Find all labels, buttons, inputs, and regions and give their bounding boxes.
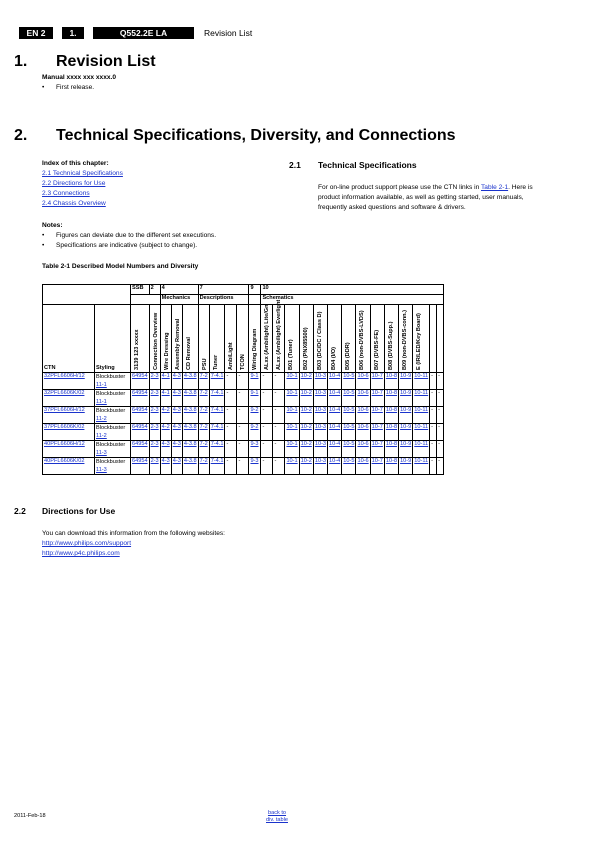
table-cell: - [237,424,249,441]
col-header-label-2: Wire Dressing [163,332,170,370]
subgroup-blank-2 [249,295,261,305]
table-cell[interactable]: 10-1 [285,373,299,390]
table-cell[interactable]: 2-3 [149,458,160,475]
table-cell: - [430,424,437,441]
col-header-15 [328,305,342,373]
table-cell[interactable]: 10-11 [413,441,430,458]
header-tab-model: Q552.2E LA [93,27,194,39]
col-header-wrap-6 [210,306,219,372]
styling-cell [95,441,131,458]
table-cell[interactable]: 7-4.1 [209,373,225,390]
table-cell[interactable]: 4-3 [171,390,182,407]
table-column-header-row [43,305,444,373]
table-caption: Table 2-1 Described Model Numbers and Diversity [42,263,199,270]
ctn-link[interactable]: 37PFL6606K/02 [43,424,95,441]
table-cell[interactable]: 64954 [131,458,150,475]
table-cell[interactable]: 4-3.8 [182,407,198,424]
section-2-2-text: You can download this information from the following websites: [42,530,226,537]
col-header-16 [342,305,356,373]
table-cell: - [237,407,249,424]
table-cell: - [237,373,249,390]
table-cell[interactable]: 7-2 [198,407,209,424]
table-cell: - [237,441,249,458]
table-cell[interactable]: 7-2 [198,373,209,390]
table-cell: - [261,390,273,407]
table-row [43,458,444,475]
table-cell[interactable]: 10-7 [370,441,384,458]
diversity-table [42,284,444,475]
section-2-1-text-pre: For on-line product support please use the CTN links in [318,184,481,191]
index-title: Index of this chapter: [42,160,109,167]
footer-date: 2011-Feb-18 [14,813,46,819]
table-cell[interactable]: 7-2 [198,390,209,407]
col-header-1 [149,305,160,373]
back-to-div-table-link[interactable] [262,810,292,824]
table-cell[interactable]: 10-2 [299,407,313,424]
col-header-3 [171,305,182,373]
table-row [43,424,444,441]
table-cell: - [225,373,237,390]
back-link-line-2: div. table [266,817,288,823]
section-2-1-title: Technical Specifications [318,160,417,170]
col-header-label-10: ALxx (Ambilight) Lite/Gn [264,304,271,370]
styling-version-link[interactable]: 11-1 [96,399,107,405]
table-cell[interactable]: 10-6 [356,407,370,424]
table-cell[interactable]: 10-6 [356,424,370,441]
table-cell[interactable]: 10-8 [384,441,398,458]
table-cell: - [273,424,285,441]
table-cell[interactable]: 9-2 [249,407,261,424]
table-cell: - [430,407,437,424]
col-header-wrap-13 [300,306,311,372]
back-link-line-1: back to [267,810,287,816]
table-cell[interactable]: 10-2 [299,458,313,475]
col-header-wrap-21 [413,306,424,372]
table-cell[interactable]: 64954 [131,424,150,441]
col-header-18 [370,305,384,373]
styling-version-link[interactable]: 11-2 [96,433,107,439]
col-styling: Styling [95,305,131,373]
table-cell: - [430,373,437,390]
col-header-label-20: B09 (non-DVBS-conn.) [402,310,409,370]
table-cell[interactable]: 10-11 [413,424,430,441]
table-cell[interactable]: 10-6 [356,441,370,458]
index-link-2-3[interactable]: 2.3 Connections [42,190,90,197]
section-2-2-number: 2.2 [14,506,26,516]
col-header-wrap-8 [237,306,248,372]
table-cell[interactable]: 9-3 [249,458,261,475]
table-cell: - [261,424,273,441]
table-cell[interactable]: 10-7 [370,458,384,475]
table-cell[interactable]: 64954 [131,441,150,458]
col-header-19 [384,305,398,373]
table-cell[interactable]: 4-3 [160,441,171,458]
table-cell[interactable]: 2-3 [149,373,160,390]
table-cell[interactable]: 7-4.1 [209,407,225,424]
table-cell: - [225,407,237,424]
col-header-wrap-18 [371,306,382,372]
col-header-12 [285,305,299,373]
table-cell[interactable]: 10-1 [285,390,299,407]
table-cell[interactable]: 4-1 [160,390,171,407]
table-body [43,373,444,475]
styling-name: Blockbuster [96,442,126,448]
table-cell[interactable]: 10-7 [370,373,384,390]
subgroup-schematics: Schematics [261,295,444,305]
col-header-wrap-17 [356,306,367,372]
table-cell[interactable]: 4-3.8 [182,390,198,407]
table-cell[interactable]: 10-3 [313,441,327,458]
col-header-label-9: Wiring Diagram [252,328,259,370]
col-header-wrap-5 [199,306,208,372]
index-link-2-1[interactable]: 2.1 Technical Specifications [42,170,123,177]
table-cell[interactable]: 4-3.8 [182,458,198,475]
table-cell[interactable]: 10-8 [384,407,398,424]
styling-name: Blockbuster [96,408,126,414]
table-cell: - [261,373,273,390]
table-cell: - [437,373,444,390]
table-cell[interactable]: 10-4 [328,390,342,407]
col-header-label-8: TCON [240,354,247,370]
table-cell[interactable]: 10-7 [370,424,384,441]
manual-number: Manual xxxx xxx xxxx.0 [42,74,117,81]
col-header-label-14: B03 (DC/DC / Class D) [316,311,323,370]
table-cell[interactable]: 10-1 [285,458,299,475]
col-header-7 [225,305,237,373]
group-9: 9 [249,285,261,295]
table-cell[interactable]: 10-8 [384,373,398,390]
table-cell[interactable]: 7-4.1 [209,424,225,441]
revision-bullet: • First release. [56,84,94,91]
table-cell[interactable]: 10-5 [342,390,356,407]
table-row [43,441,444,458]
table-cell: - [225,458,237,475]
note-1: • Figures can deviate due to the different set executions. [56,232,216,239]
col-header-wrap-22 [430,306,436,372]
ctn-link[interactable]: 40PFL6606H/12 [43,441,95,458]
table-cell[interactable]: 10-2 [299,390,313,407]
table-cell[interactable]: 7-2 [198,424,209,441]
table-cell[interactable]: 10-6 [356,390,370,407]
table-cell[interactable]: 4-2 [160,407,171,424]
styling-name: Blockbuster [96,459,126,465]
col-header-wrap-14 [314,306,325,372]
col-header-17 [356,305,370,373]
table-cell[interactable]: 4-3.8 [182,424,198,441]
col-header-label-19: B08 (DVBS-Supp.) [387,321,394,370]
col-header-wrap-0 [131,306,147,372]
table-cell[interactable]: 4-3 [171,424,182,441]
section1-heading [14,53,574,73]
col-header-label-3: Assembly Removal [174,318,181,370]
table-cell[interactable]: 10-6 [356,458,370,475]
table-cell[interactable]: 10-11 [413,390,430,407]
table-cell[interactable]: 10-1 [285,441,299,458]
table-cell[interactable]: 10-3 [313,373,327,390]
table-cell[interactable]: 10-9 [399,441,413,458]
section2-heading [14,127,584,147]
col-header-wrap-11 [273,299,284,372]
table-cell: - [273,390,285,407]
table-cell: - [237,390,249,407]
group-2: 2 [149,285,160,295]
table-cell[interactable]: 10-8 [384,390,398,407]
table-cell[interactable]: 10-5 [342,407,356,424]
col-header-wrap-1 [150,306,159,372]
col-header-label-5: PSU [201,358,208,370]
col-header-label-4: CD Removal [185,337,192,370]
table-cell[interactable]: 10-5 [342,424,356,441]
index-link-2-2[interactable]: 2.2 Directions for Use [42,180,106,187]
col-header-wrap-2 [161,306,170,372]
table-cell[interactable]: 10-9 [399,407,413,424]
col-header-wrap-15 [328,306,339,372]
header-tab-chapter: 1. [62,27,84,39]
header-title: Revision List [204,28,253,38]
col-header-label-15: B04 (I/O) [331,346,338,370]
col-header-wrap-3 [172,306,181,372]
col-header-11 [273,299,285,373]
index-link-2-4[interactable]: 2.4 Chassis Overview [42,200,106,207]
table-cell[interactable]: 10-5 [342,373,356,390]
col-header-6 [209,305,225,373]
styling-cell [95,458,131,475]
table-cell[interactable]: 10-11 [413,373,430,390]
table-cell[interactable]: 2-3 [149,390,160,407]
table-cell[interactable]: 4-3 [160,458,171,475]
ctn-link[interactable]: 40PFL6606K/02 [43,458,95,475]
styling-cell [95,407,131,424]
styling-name: Blockbuster [96,374,126,380]
section-2-1-text [318,183,550,213]
table-cell[interactable]: 9-3 [249,441,261,458]
col-header-label-7: AmbiLight [228,342,235,370]
table-cell: - [225,390,237,407]
table-cell[interactable]: 7-4.1 [209,390,225,407]
col-header-wrap-19 [385,306,396,372]
table-cell[interactable]: 9-1 [249,390,261,407]
col-header-label-16: B05 (DDR) [345,342,352,370]
table-cell[interactable]: 7-2 [198,441,209,458]
table-cell: - [430,390,437,407]
col-header-wrap-16 [342,306,353,372]
styling-name: Blockbuster [96,391,126,397]
table-cell[interactable]: 10-8 [384,424,398,441]
col-header-label-11: ALxx (Ambilight) Everlight [276,299,283,370]
table-cell[interactable]: 4-3 [171,407,182,424]
table-group-row [43,285,444,295]
styling-version-link[interactable]: 11-3 [96,450,107,456]
table-cell[interactable]: 2-3 [149,407,160,424]
table-cell[interactable]: 10-9 [399,458,413,475]
col-header-label-17: B06 (non-DVBS-LVDS) [359,310,366,370]
table-cell[interactable]: 2-3 [149,441,160,458]
table-cell[interactable]: 10-4 [328,458,342,475]
col-header-label-21: E (IR/LED/Key Board) [416,313,423,370]
table-cell: - [225,441,237,458]
col-header-22 [430,305,437,373]
table-cell[interactable]: 9-2 [249,424,261,441]
table-cell[interactable]: 10-4 [328,373,342,390]
ctn-link[interactable]: 37PFL6606H/12 [43,407,95,424]
table-cell[interactable]: 10-2 [299,424,313,441]
table-cell[interactable]: 7-2 [198,458,209,475]
col-header-label-13: B02 (PNX85500) [302,327,309,370]
styling-version-link[interactable]: 11-2 [96,416,107,422]
group-7: 7 [198,285,249,295]
note-2: • Specifications are indicative (subject to change). [56,242,197,249]
table-cell[interactable]: 10-7 [370,390,384,407]
col-header-wrap-20 [399,306,410,372]
table-cell[interactable]: 10-9 [399,424,413,441]
table-cell[interactable]: 10-4 [328,441,342,458]
table-cell[interactable]: 64954 [131,373,150,390]
table-cell: - [261,458,273,475]
group-ssb: SSB [131,285,150,295]
ctn-link[interactable]: 32PFL6606H/12 [43,373,95,390]
col-header-0 [131,305,150,373]
group-10: 10 [261,285,444,295]
table-cell[interactable]: 10-5 [342,441,356,458]
table-cell: - [430,458,437,475]
table-cell: - [437,407,444,424]
table-cell[interactable]: 10-3 [313,390,327,407]
section-2-1-number: 2.1 [289,160,301,170]
styling-cell [95,424,131,441]
table-cell: - [261,407,273,424]
section-2-2-title: Directions for Use [42,506,116,516]
table-cell[interactable]: 10-9 [399,373,413,390]
table-row [43,390,444,407]
col-ctn: CTN [43,305,95,373]
table-cell[interactable]: 9-1 [249,373,261,390]
table-cell[interactable]: 4-3.8 [182,373,198,390]
table-cell[interactable]: 4-3 [171,458,182,475]
section1-number: 1. [14,53,28,70]
section2-title: Technical Specifications, Diversity, and Connections [56,127,456,144]
col-header-23 [437,305,444,373]
col-header-wrap-23 [437,306,443,372]
table-cell[interactable]: 10-1 [285,424,299,441]
col-header-9 [249,305,261,373]
col-header-wrap-4 [183,306,194,372]
table-cell[interactable]: 10-2 [299,441,313,458]
table-row [43,407,444,424]
table-cell[interactable]: 10-2 [299,373,313,390]
table-cell: - [261,441,273,458]
styling-cell [95,373,131,390]
table-cell: - [437,390,444,407]
table-cell: - [273,458,285,475]
table-cell[interactable]: 7-4.1 [209,458,225,475]
col-header-wrap-12 [285,306,296,372]
table-cell[interactable]: 10-3 [313,458,327,475]
table-cell[interactable]: 7-4.1 [209,441,225,458]
col-header-label-12: B01 (Tuner) [288,339,295,370]
col-header-wrap-10 [261,306,272,372]
table-cell[interactable]: 10-3 [313,424,327,441]
table-cell: - [273,441,285,458]
styling-cell [95,390,131,407]
col-header-4 [182,305,198,373]
table-cell[interactable]: 10-7 [370,407,384,424]
col-header-wrap-9 [249,306,260,372]
col-header-label-18: B07 (DVBS-FE) [373,329,380,370]
table-cell[interactable]: 4-3 [171,441,182,458]
table-corner [43,285,131,305]
table-cell[interactable]: 10-4 [328,407,342,424]
header-tab-en2: EN 2 [19,27,53,39]
col-header-label-6: Tuner [212,354,219,370]
styling-version-link[interactable]: 11-3 [96,467,107,473]
philips-support-link[interactable]: http://www.philips.com/support [42,540,132,547]
table-cell[interactable]: 2-3 [149,424,160,441]
table-row [43,373,444,390]
section-2-1-text-post: . Here is product information available, as well as getting started, user manuals, frequently asked questions and software & drivers. [318,184,533,211]
col-header-13 [299,305,313,373]
subgroup-descriptions: Descriptions [198,295,249,305]
table-cell[interactable]: 10-11 [413,407,430,424]
styling-version-link[interactable]: 11-1 [96,382,107,388]
table-cell[interactable]: 4-3.8 [182,441,198,458]
subgroup-blank [131,295,161,305]
table-cell: - [437,458,444,475]
table-cell: - [273,407,285,424]
styling-name: Blockbuster [96,425,126,431]
section1-title: Revision List [56,53,156,70]
col-header-21 [413,305,430,373]
table-cell: - [430,441,437,458]
section2-number: 2. [14,127,28,144]
col-header-8 [237,305,249,373]
col-header-20 [399,305,413,373]
table-cell[interactable]: 64954 [131,390,150,407]
table-cell[interactable]: 4-1 [160,373,171,390]
col-header-2 [160,305,171,373]
col-header-10 [261,305,273,373]
table-2-1-link[interactable]: Table 2-1 [480,184,509,191]
col-header-label-0: 3139 123 xxxxx [134,329,140,370]
table-cell[interactable]: 10-6 [356,373,370,390]
table-cell: - [437,424,444,441]
table-cell: - [273,373,285,390]
ctn-link[interactable]: 32PFL6606K/02 [43,390,95,407]
table-cell[interactable]: 10-4 [328,424,342,441]
group-4: 4 [160,285,198,295]
table-cell[interactable]: 10-11 [413,458,430,475]
table-cell: - [237,458,249,475]
p4c-philips-link[interactable]: http://www.p4c.philips.com [42,550,120,557]
col-header-label-1: Connection Overview [152,312,159,370]
table-cell[interactable]: 10-1 [285,407,299,424]
table-cell[interactable]: 4-3 [171,373,182,390]
subgroup-mechanics: Mechanics [160,295,198,305]
col-header-wrap-7 [225,306,236,372]
table-cell: - [437,441,444,458]
table-cell: - [225,424,237,441]
table-cell[interactable]: 4-2 [160,424,171,441]
table-cell[interactable]: 64954 [131,407,150,424]
table-cell[interactable]: 10-5 [342,458,356,475]
table-cell[interactable]: 10-3 [313,407,327,424]
col-header-5 [198,305,209,373]
notes-title: Notes: [42,222,63,229]
table-cell[interactable]: 10-8 [384,458,398,475]
table-cell[interactable]: 10-9 [399,390,413,407]
col-header-14 [313,305,327,373]
